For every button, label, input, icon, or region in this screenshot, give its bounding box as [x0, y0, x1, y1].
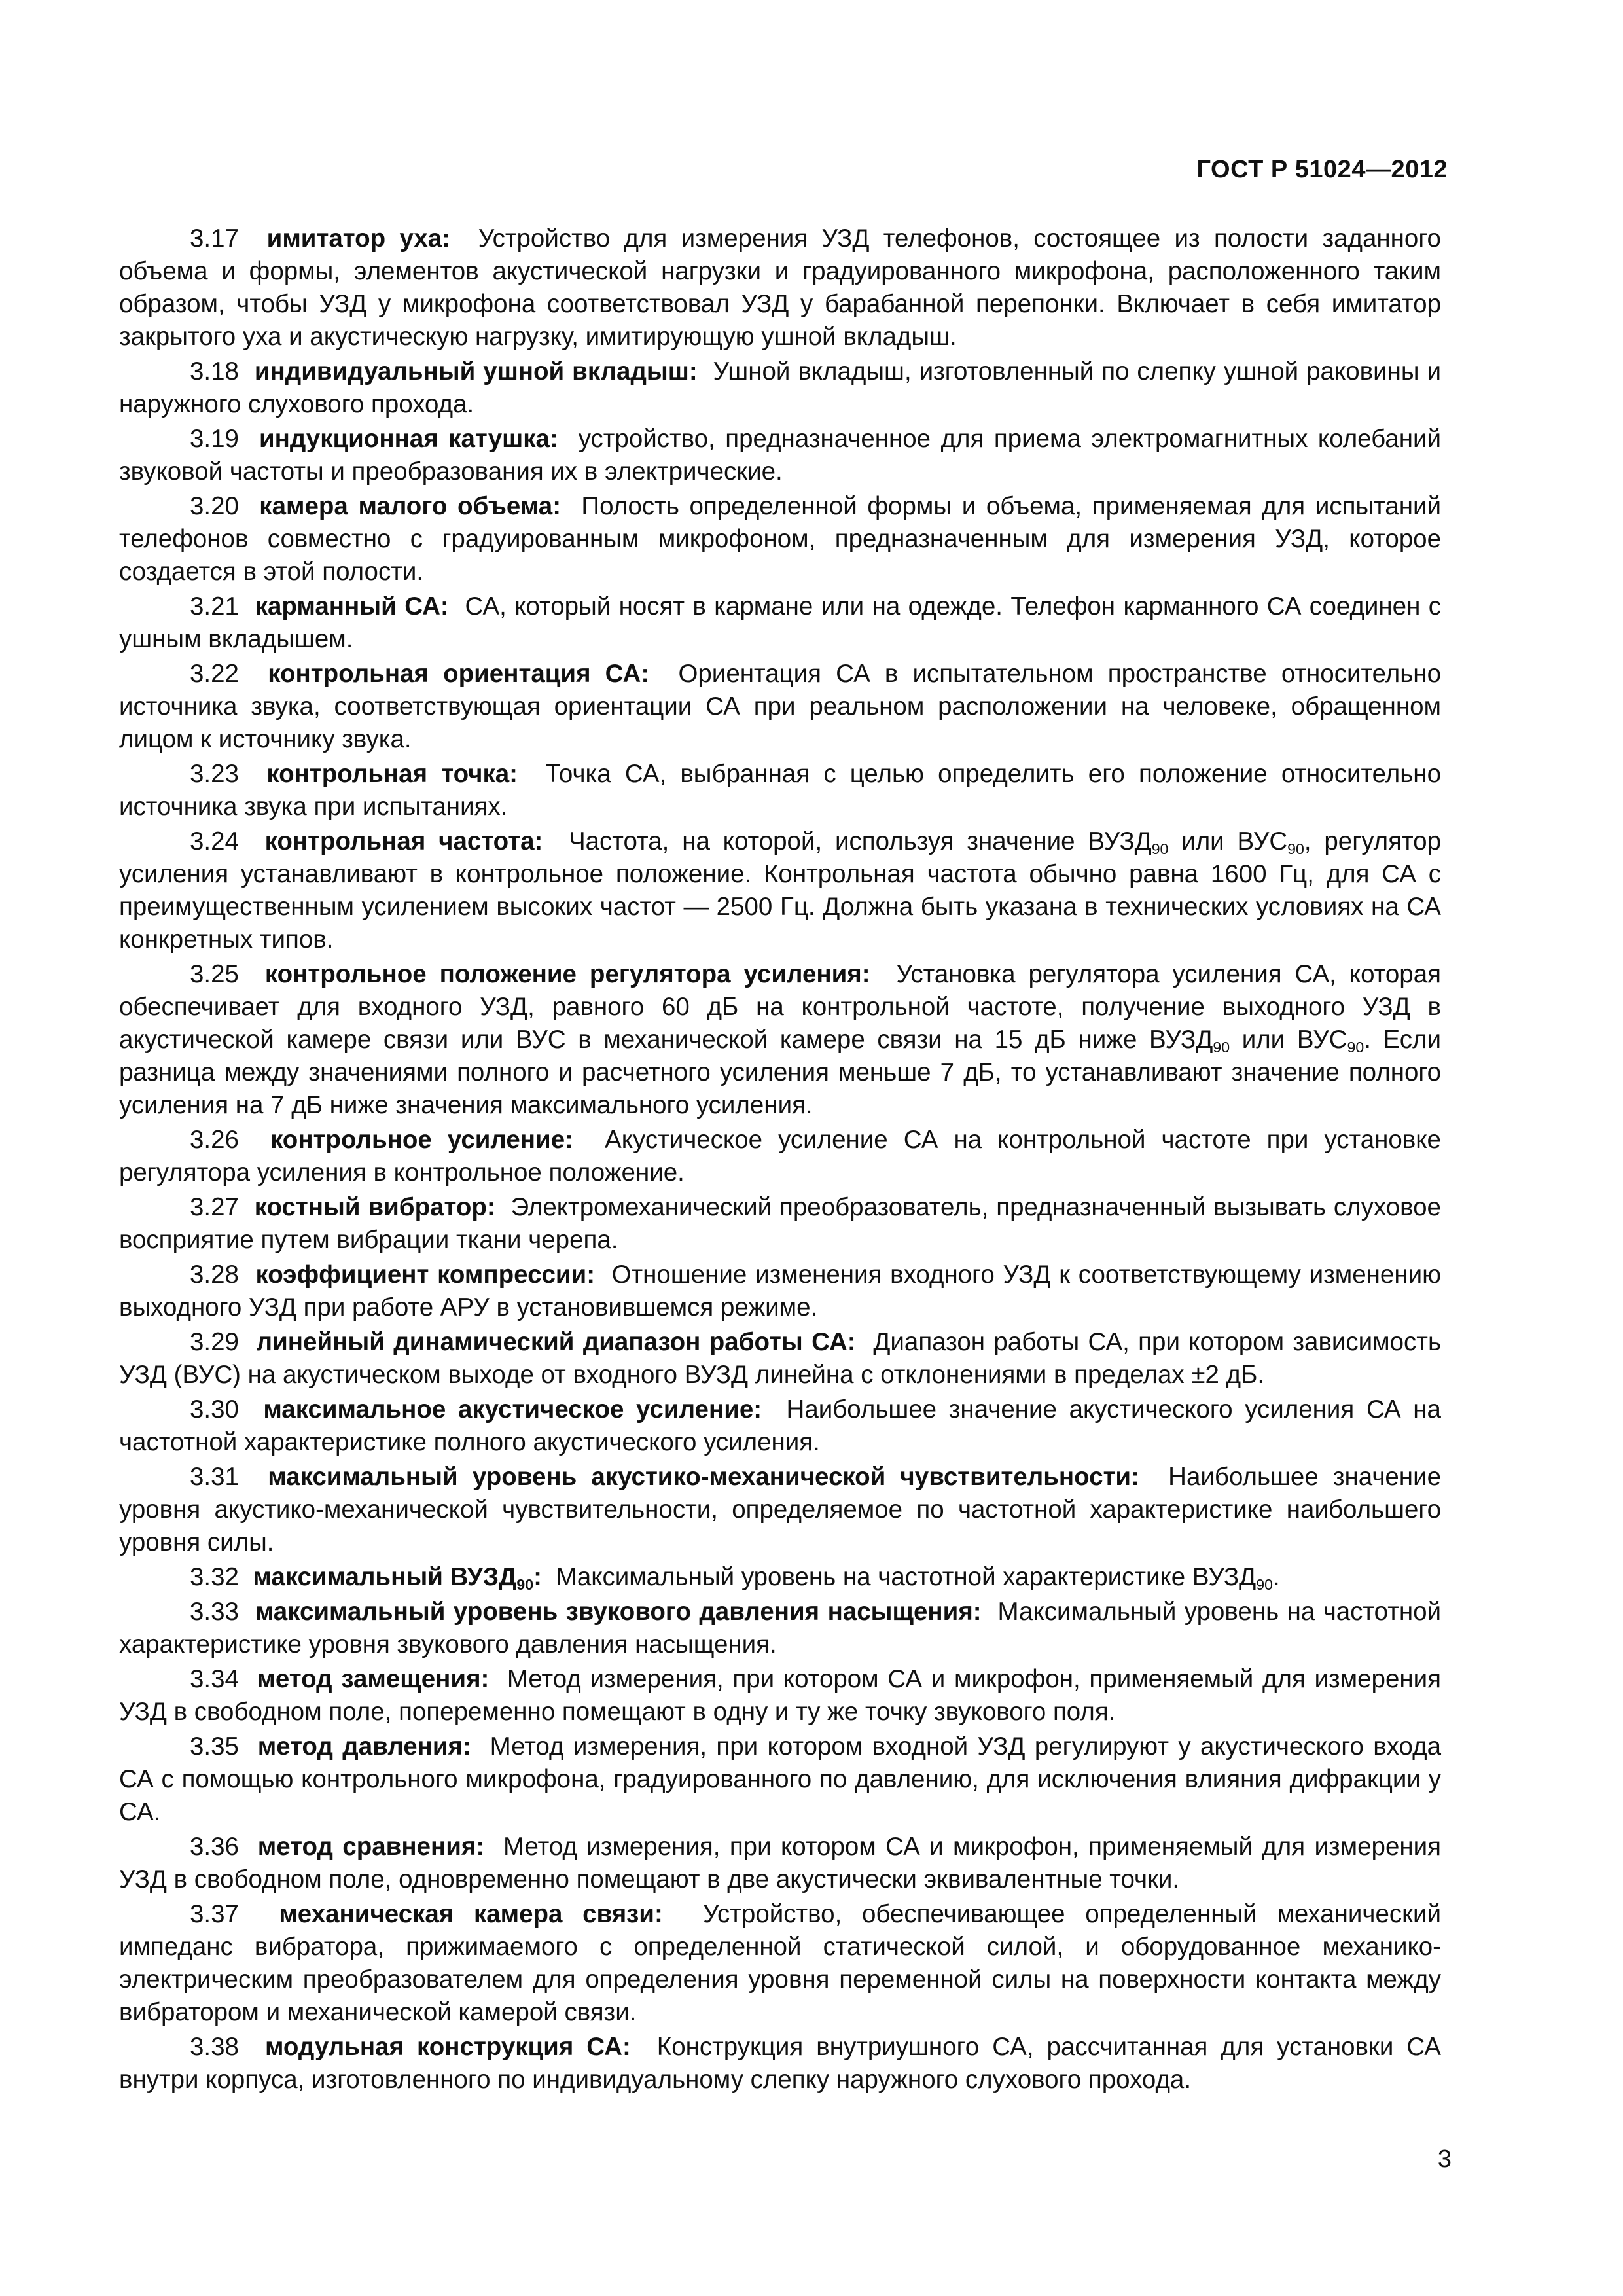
definition: Метод измерения, при котором СА и микрофон, применяемый для измерения УЗД в свободном поле, одновременно помещают в две акустически эквивалентные точки.: [119, 1833, 1441, 1893]
definition-entry: [119, 1393, 1441, 1459]
entry-number: 3.34: [190, 1665, 239, 1693]
entry-number: 3.20: [190, 492, 239, 520]
definition: Метод измерения, при котором СА и микрофон, применяемый для измерения УЗД в свободном поле, попеременно помещают в одну и ту же точку звукового поля.: [119, 1665, 1441, 1726]
definition-entry: [119, 958, 1441, 1122]
definition: Устройство, обеспечивающее определенный механический импеданс вибратора, прижимаемого с определенной статической силой, и оборудованное механико-электрическим преобразователем для определения уровня переменной силы на поверхности контакта между вибратором и механической камерой связи.: [119, 1900, 1441, 2026]
entry-number: 3.24: [190, 827, 239, 855]
entry-number: 3.27: [190, 1193, 239, 1221]
term: модульная конструкция СА:: [264, 2033, 631, 2061]
definition: [556, 1563, 1279, 1591]
definition-text: или ВУС: [1168, 827, 1288, 855]
definition: Устройство для измерения УЗД телефонов, состоящее из полости заданного объема и формы, элементов акустической нагрузки и градуированного микрофона, расположенного таким образом, чтобы УЗД у микрофона соответствовал УЗД у барабанной перепонки. Включает в себя имитатор закрытого уха и акустическую нагрузку, имитирующую ушной вкладыш.: [119, 224, 1441, 351]
entry-number: 3.21: [190, 592, 239, 620]
definition-entry: [119, 1731, 1441, 1829]
definition-entry: [119, 1663, 1441, 1729]
term-text: максимальный ВУЗД: [253, 1563, 517, 1591]
definition-entry: [119, 590, 1441, 656]
definition-text: . Если разница между значениями полного и расчетного усиления меньше 7 дБ, то устанавливают значение полного усиления на 7 дБ ниже значения максимального усиления.: [119, 1026, 1441, 1119]
subscript: 90: [1287, 840, 1304, 857]
definition-entry: [119, 1898, 1441, 2029]
definition-entry: [119, 1596, 1441, 1661]
definition-entry: [119, 1461, 1441, 1559]
term: контрольная ориентация СА:: [268, 660, 650, 688]
definition: Наибольшее значение уровня акустико-механической чувствительности, определяемое по частотной характеристике наибольшего уровня силы.: [119, 1463, 1441, 1556]
definition: Электромеханический преобразователь, предназначенный вызывать слуховое восприятие путем вибрации ткани черепа.: [119, 1193, 1441, 1254]
entry-number: 3.31: [190, 1463, 239, 1491]
term: индивидуальный ушной вкладыш:: [254, 357, 698, 386]
term: индукционная катушка:: [259, 425, 558, 453]
definition: Конструкция внутриушного СА, рассчитанная для установки СА внутри корпуса, изготовленного по индивидуальному слепку наружного слухового прохода.: [119, 2033, 1441, 2094]
term: максимальный уровень звукового давления насыщения:: [255, 1598, 982, 1626]
definition-text: Установка регулятора усиления СА, которая обеспечивает для входного УЗД, равного 60 дБ на контрольной частоте, получение выходного УЗД в акустической камере связи или ВУС в механической камере связи на 15 дБ ниже ВУЗД: [119, 960, 1441, 1054]
definition: Отношение изменения входного УЗД к соответствующему изменению выходного УЗД при работе АРУ в установившемся режиме.: [119, 1261, 1441, 1321]
entry-number: 3.25: [190, 960, 239, 988]
entry-number: 3.23: [190, 760, 239, 788]
entry-number: 3.35: [190, 1732, 239, 1761]
term: контрольная частота:: [264, 827, 543, 855]
entry-number: 3.26: [190, 1126, 239, 1154]
term: контрольная точка:: [266, 760, 518, 788]
definition-entry: [119, 2031, 1441, 2096]
definition: Максимальный уровень на частотной характеристике уровня звукового давления насыщения.: [119, 1598, 1442, 1659]
definition-entry: [119, 423, 1441, 488]
definition: Ушной вкладыш, изготовленный по слепку ушной раковины и наружного слухового прохода.: [119, 357, 1441, 418]
term: метод давления:: [257, 1732, 471, 1761]
definition: СА, который носят в кармане или на одежде. Телефон карманного СА соединен с ушным вкладышем.: [119, 592, 1441, 653]
definition: Точка СА, выбранная с целью определить его положение относительно источника звука при испытаниях.: [119, 760, 1441, 821]
term: коэффициент компрессии:: [255, 1261, 596, 1289]
entry-number: 3.33: [190, 1598, 239, 1626]
definitions-body: [119, 223, 1441, 2098]
definition-entry: [119, 1259, 1441, 1324]
definition: устройство, предназначенное для приема электромагнитных колебаний звуковой частоты и преобразования их в электрические.: [119, 425, 1441, 486]
term: линейный динамический диапазон работы СА:: [256, 1328, 856, 1356]
definition-entry: [119, 658, 1441, 756]
definition: Метод измерения, при котором входной УЗД регулируют у акустического входа СА с помощью контрольного микрофона, градуированного по давлению, для исключения влияния дифракции у СА.: [119, 1732, 1441, 1826]
entry-number: 3.30: [190, 1395, 239, 1424]
definition-entry: [119, 1831, 1441, 1896]
entry-number: 3.28: [190, 1261, 239, 1289]
definition: Полость определенной формы и объема, применяемая для испытаний телефонов совместно с градуированным микрофоном, предназначенным для измерения УЗД, которое создается в этой полости.: [119, 492, 1441, 586]
term: карманный СА:: [255, 592, 449, 620]
entry-number: 3.17: [190, 224, 239, 253]
entry-number: 3.38: [190, 2033, 239, 2061]
subscript: 90: [1151, 840, 1169, 857]
definition-entry: [119, 1561, 1441, 1594]
document-id-header: ГОСТ Р 51024—2012: [1196, 156, 1448, 183]
subscript: 90: [1256, 1575, 1273, 1593]
subscript: 90: [1213, 1038, 1230, 1056]
term: камера малого объема:: [259, 492, 562, 520]
term: имитатор уха:: [266, 224, 451, 253]
entry-number: 3.37: [190, 1900, 239, 1928]
definition-text: Максимальный уровень на частотной характеристике ВУЗД: [556, 1563, 1257, 1591]
term: максимальный уровень акустико-механической чувствительности:: [268, 1463, 1139, 1491]
term: максимальное акустическое усиление:: [263, 1395, 762, 1424]
term: контрольное положение регулятора усиления:: [264, 960, 870, 988]
entry-number: 3.29: [190, 1328, 239, 1356]
definition: Ориентация СА в испытательном пространстве относительно источника звука, соответствующая ориентации СА при реальном расположении на человеке, обращенном лицом к источнику звука.: [119, 660, 1441, 753]
definition-text: Частота, на которой, используя значение ВУЗД: [568, 827, 1152, 855]
definition: Наибольшее значение акустического усиления СА на частотной характеристике полного акустического усиления.: [119, 1395, 1441, 1456]
term: костный вибратор:: [254, 1193, 495, 1221]
term-colon: :: [533, 1563, 542, 1591]
entry-number: 3.36: [190, 1833, 239, 1861]
term: контрольное усиление:: [270, 1126, 573, 1154]
entry-number: 3.18: [190, 357, 239, 386]
definition-text: .: [1272, 1563, 1280, 1591]
definition: Диапазон работы СА, при котором зависимость УЗД (ВУС) на акустическом выходе от входного ВУЗД линейна с отклонениями в пределах ±2 дБ.: [119, 1328, 1441, 1389]
definition-entry: [119, 1326, 1441, 1391]
term: метод замещения:: [257, 1665, 490, 1693]
definition-entry: [119, 1191, 1441, 1257]
entry-number: 3.32: [190, 1563, 239, 1591]
entry-number: 3.22: [190, 660, 239, 688]
definition-text: или ВУС: [1230, 1026, 1347, 1054]
definition-entry: [119, 355, 1441, 421]
definition: Акустическое усиление СА на контрольной частоте при установке регулятора усиления в контрольное положение.: [119, 1126, 1441, 1187]
subscript: 90: [1347, 1038, 1364, 1056]
entry-number: 3.19: [190, 425, 239, 453]
definition-entry: [119, 1124, 1441, 1189]
term: метод сравнения:: [257, 1833, 485, 1861]
definition-entry: [119, 758, 1441, 823]
definition-entry: [119, 825, 1441, 956]
definition-entry: [119, 490, 1441, 588]
term: механическая камера связи:: [279, 1900, 663, 1928]
definition-entry: [119, 223, 1441, 353]
term: [253, 1563, 542, 1591]
subscript: 90: [516, 1575, 534, 1593]
page-number: 3: [1437, 2145, 1452, 2173]
definition-text: , регулятор усиления устанавливают в контрольное положение. Контрольная частота обычно равна 1600 Гц, для СА с преимущественным усилением высоких частот — 2500 Гц. Должна быть указана в технических условиях на СА конкретных типов.: [119, 827, 1441, 954]
